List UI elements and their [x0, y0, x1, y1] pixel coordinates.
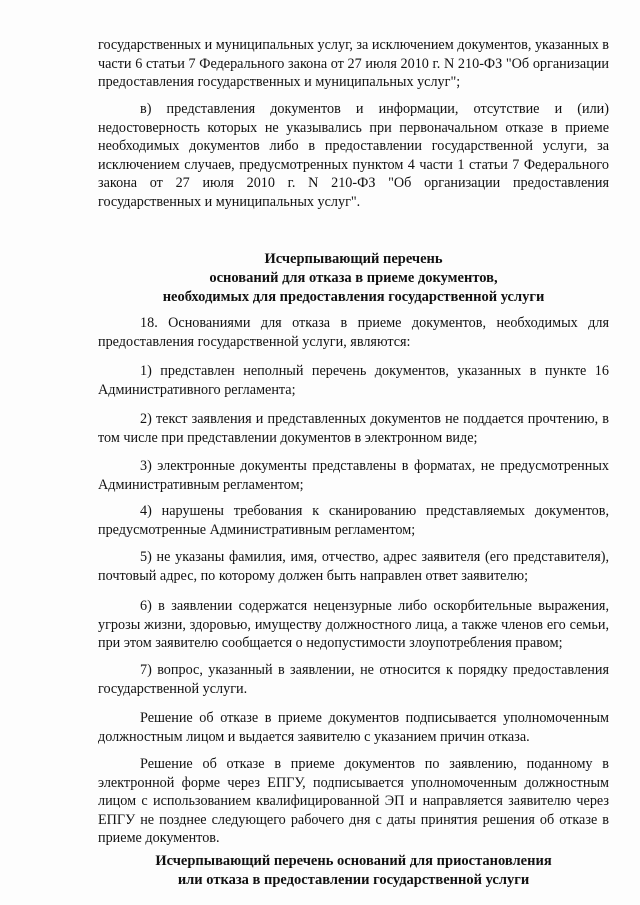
list-item-1: 1) представлен неполный перечень документов, указанных в пункте 16 Административного регламента;	[98, 363, 609, 398]
section-heading-suspension-grounds	[98, 852, 609, 890]
section-heading-refusal-grounds	[98, 250, 609, 307]
list-item-2: 2) текст заявления и представленных документов не поддается прочтению, в том числе при представлении документов в электронном виде;	[98, 411, 609, 446]
paragraph-decision-2: Решение об отказе в приеме документов по заявлению, поданному в электронной форме через ЕПГУ, подписывается уполномоченным должностным лицом с использованием квалифицированной ЭП и направляется заявителю через ЕПГУ не позднее следующего рабочего дня с даты принятия решения об отказе в приеме документов.	[98, 756, 609, 846]
paragraph-decision-1: Решение об отказе в приеме документов подписывается уполномоченным должностным лицом и выдается заявителю с указанием причин отказа.	[98, 710, 609, 745]
list-item-5: 5) не указаны фамилия, имя, отчество, адрес заявителя (его представителя), почтовый адрес, по которому должен быть направлен ответ заявителю;	[98, 549, 609, 584]
heading-line-1: Исчерпывающий перечень	[264, 251, 443, 267]
list-item-3: 3) электронные документы представлены в форматах, не предусмотренных Административным регламентом;	[98, 458, 609, 493]
paragraph-18: 18. Основаниями для отказа в приеме документов, необходимых для предоставления государственной услуги, являются:	[98, 315, 609, 350]
list-item-4: 4) нарушены требования к сканированию представляемых документов, предусмотренные Административным регламентом;	[98, 503, 609, 538]
heading-line-2: оснований для отказа в приеме документов,	[209, 270, 498, 286]
heading-line-1: Исчерпывающий перечень оснований для приостановления	[155, 853, 552, 869]
paragraph-continuation: государственных и муниципальных услуг, за исключением документов, указанных в части 6 статьи 7 Федерального закона от 27 июля 2010 г. N 210-ФЗ "Об организации предоставления государственных и муниципальных услуг";	[98, 37, 609, 90]
list-item-6: 6) в заявлении содержатся нецензурные либо оскорбительные выражения, угрозы жизни, здоровью, имуществу должностного лица, а также членов его семьи, при этом заявителю сообщается о недопустимости злоупотребления правом;	[98, 598, 609, 651]
heading-line-2: или отказа в предоставлении государственной услуги	[177, 872, 530, 888]
heading-line-3: необходимых для предоставления государственной услуги	[162, 289, 545, 305]
list-item-7: 7) вопрос, указанный в заявлении, не относится к порядку предоставления государственной услуги.	[98, 662, 609, 697]
paragraph-item-v: в) представления документов и информации, отсутствие и (или) недостоверность которых не указывались при первоначальном отказе в приеме необходимых документов либо в предоставлении государственной услуги, за исключением случаев, предусмотренных пунктом 4 части 1 статьи 7 Федерального закона от 27 июля 2010 г. N 210-ФЗ "Об организации предоставления государственных и муниципальных услуг".	[98, 101, 609, 210]
